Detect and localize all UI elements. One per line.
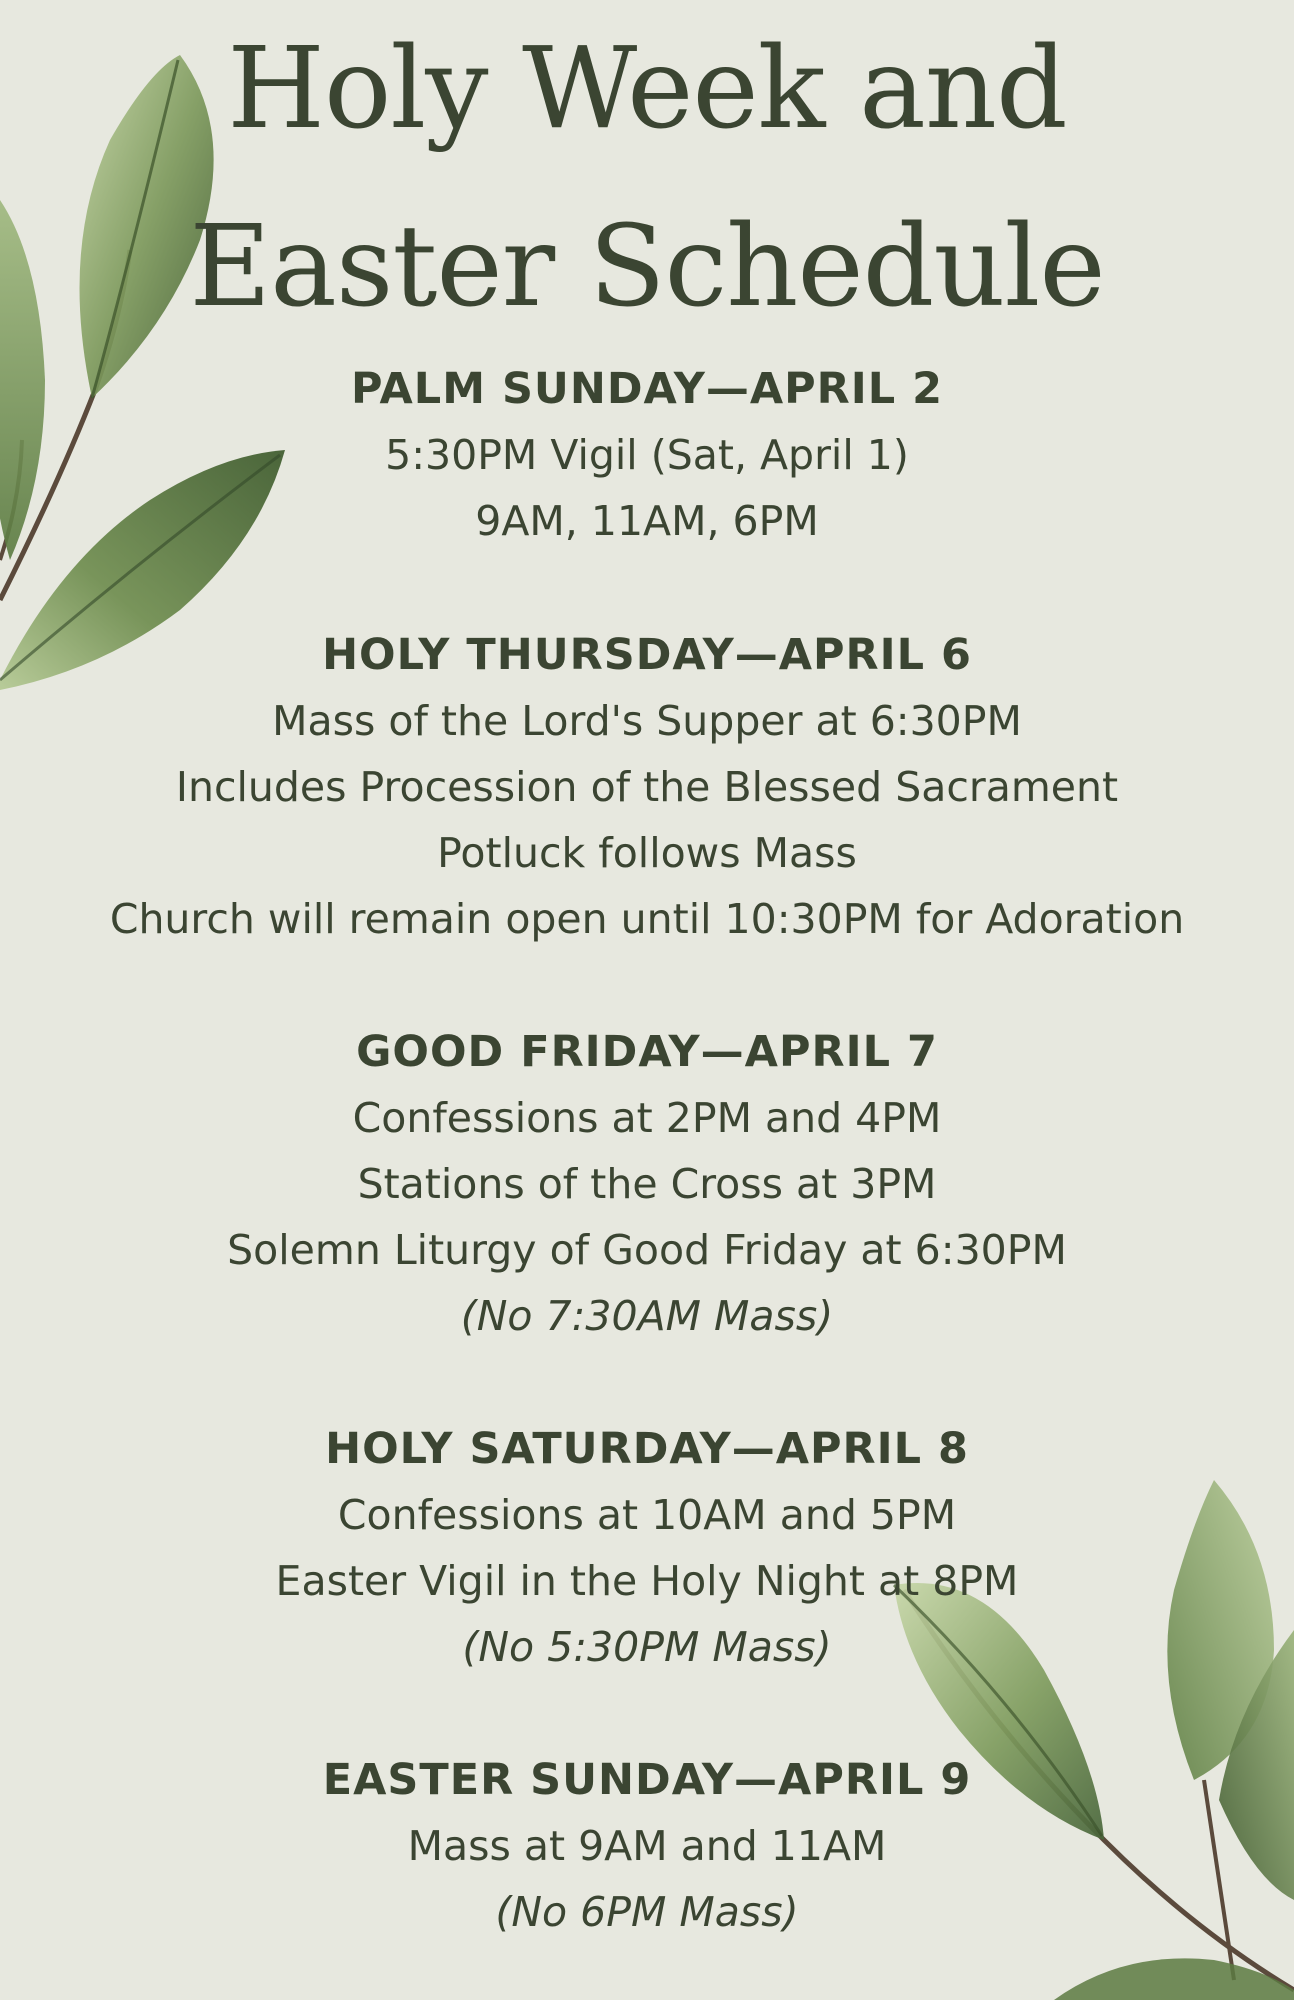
schedule-line: Mass of the Lord's Supper at 6:30PM (272, 697, 1022, 745)
schedule-line: 9AM, 11AM, 6PM (475, 497, 819, 545)
section-good-friday (0, 1019, 1294, 1349)
schedule-line: Confessions at 2PM and 4PM (352, 1094, 942, 1142)
schedule-line: Includes Procession of the Blessed Sacrament (175, 763, 1119, 811)
poster-title (0, 0, 1294, 356)
schedule-line: Potluck follows Mass (437, 829, 857, 877)
schedule-line: Confessions at 10AM and 5PM (337, 1491, 957, 1539)
section-heading: EASTER SUNDAY—APRIL 9 (322, 1755, 972, 1805)
section-heading: HOLY SATURDAY—APRIL 8 (325, 1424, 969, 1474)
schedule-line: 5:30PM Vigil (Sat, April 1) (385, 431, 909, 479)
section-palm-sunday (0, 356, 1294, 554)
title-line-1: Holy Week and (227, 24, 1067, 154)
section-holy-saturday (0, 1416, 1294, 1680)
section-holy-thursday (0, 622, 1294, 952)
schedule-note: (No 5:30PM Mass) (462, 1623, 832, 1671)
section-heading: GOOD FRIDAY—APRIL 7 (356, 1027, 938, 1077)
section-easter-sunday (0, 1747, 1294, 1945)
schedule-line: Easter Vigil in the Holy Night at 8PM (275, 1557, 1019, 1605)
schedule-line: Solemn Liturgy of Good Friday at 6:30PM (227, 1226, 1067, 1274)
schedule-line: Stations of the Cross at 3PM (357, 1160, 937, 1208)
schedule-note: (No 7:30AM Mass) (460, 1292, 834, 1340)
section-heading: HOLY THURSDAY—APRIL 6 (322, 630, 972, 680)
section-heading: PALM SUNDAY—APRIL 2 (350, 364, 944, 414)
schedule-line: Church will remain open until 10:30PM for Adoration (109, 895, 1185, 943)
schedule-note: (No 6PM Mass) (495, 1888, 799, 1936)
schedule-line: Mass at 9AM and 11AM (407, 1822, 887, 1870)
title-line-2: Easter Schedule (189, 202, 1105, 332)
